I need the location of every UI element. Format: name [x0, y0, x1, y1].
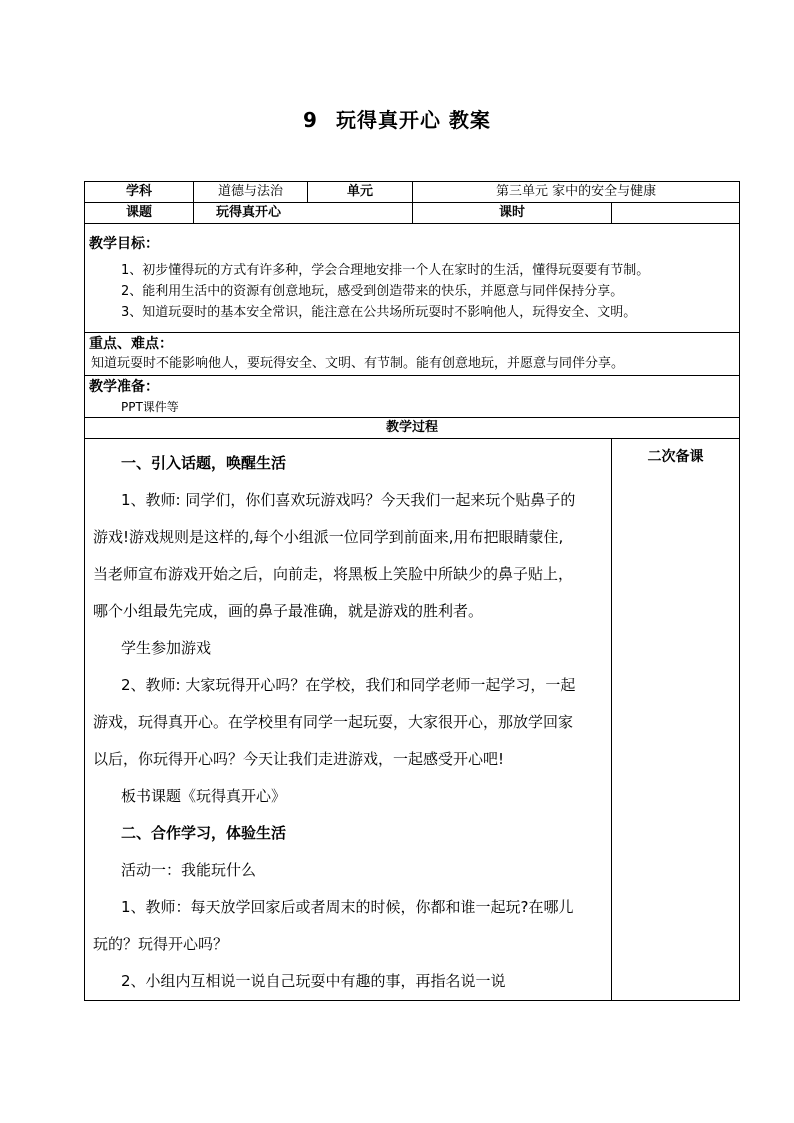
process-heading-row	[85, 418, 740, 439]
lesson-number: 9	[303, 108, 318, 132]
paragraph: 游戏，玩得真开心。在学校里有同学一起玩耍，大家很开心，那放学回家	[93, 713, 574, 731]
page-title	[0, 104, 794, 133]
process-heading: 教学过程	[85, 418, 740, 439]
paragraph: 玩的？玩得开心吗？	[93, 935, 229, 953]
process-content	[85, 439, 612, 1001]
info-row-2	[85, 203, 740, 224]
prep-text: PPT课件等	[121, 399, 179, 414]
prep-heading: 教学准备：	[89, 378, 159, 395]
key-points-heading: 重点、难点：	[89, 336, 173, 352]
paragraph: 板书课题《玩得真开心》	[121, 787, 287, 805]
paragraph: 学生参加游戏	[121, 639, 212, 657]
paragraph: 1、教师: 同学们，你们喜欢玩游戏吗？今天我们一起来玩个贴鼻子的	[121, 491, 576, 509]
objective-item: 1、初步懂得玩的方式有许多种，学会合理地安排一个人在家时的生活，懂得玩耍要有节制。	[121, 263, 650, 278]
objectives-cell	[85, 224, 740, 333]
paragraph: 1、教师：每天放学回家后或者周末的时候，你都和谁一起玩?在哪儿	[121, 898, 574, 916]
paragraph: 以后，你玩得开心吗？今天让我们走进游戏，一起感受开心吧!	[93, 750, 505, 768]
paragraph: 游戏!游戏规则是这样的,每个小组派一位同学到前面来,用布把眼睛蒙住,	[93, 528, 564, 546]
secondary-prep-column	[612, 439, 740, 1001]
info-row-1	[85, 182, 740, 203]
paragraph: 2、小组内互相说一说自己玩耍中有趣的事，再指名说一说	[121, 972, 506, 990]
objectives-row	[85, 224, 740, 333]
key-points-row	[85, 333, 740, 376]
key-points-cell	[85, 333, 740, 376]
section-heading: 二、合作学习，体验生活	[121, 824, 287, 842]
objectives-heading: 教学目标：	[89, 236, 159, 252]
subject-label: 学科	[85, 182, 194, 203]
lesson-plan-table	[84, 181, 740, 1001]
key-points-text: 知道玩耍时不能影响他人，要玩得安全、文明、有节制。能有创意地玩，并愿意与同伴分享。	[91, 356, 625, 371]
secondary-prep-heading: 二次备课	[647, 449, 704, 465]
unit-label: 单元	[308, 182, 413, 203]
hours-label: 课时	[413, 203, 612, 224]
paragraph: 当老师宣布游戏开始之后，向前走，将黑板上笑脸中所缺少的鼻子贴上，	[93, 565, 574, 583]
section-heading: 一、引入话题，唤醒生活	[121, 454, 287, 472]
prep-row	[85, 376, 740, 418]
objective-item: 3、知道玩耍时的基本安全常识，能注意在公共场所玩耍时不影响他人，玩得安全、文明。	[121, 305, 637, 320]
hours-value	[612, 203, 740, 224]
prep-cell	[85, 376, 740, 418]
unit-value: 第三单元 家中的安全与健康	[413, 182, 740, 203]
topic-value: 玩得真开心	[194, 203, 413, 224]
paragraph: 2、教师: 大家玩得开心吗？在学校，我们和同学老师一起学习，一起	[121, 676, 576, 694]
paragraph: 活动一：我能玩什么	[121, 861, 257, 879]
subject-value: 道德与法治	[194, 182, 308, 203]
process-body-row	[85, 439, 740, 1001]
lesson-title: 玩得真开心 教案	[335, 108, 491, 132]
paragraph: 哪个小组最先完成，画的鼻子最准确，就是游戏的胜利者。	[93, 602, 484, 620]
topic-label: 课题	[85, 203, 194, 224]
objective-item: 2、能利用生活中的资源有创意地玩，感受到创造带来的快乐，并愿意与同伴保持分享。	[121, 284, 624, 299]
